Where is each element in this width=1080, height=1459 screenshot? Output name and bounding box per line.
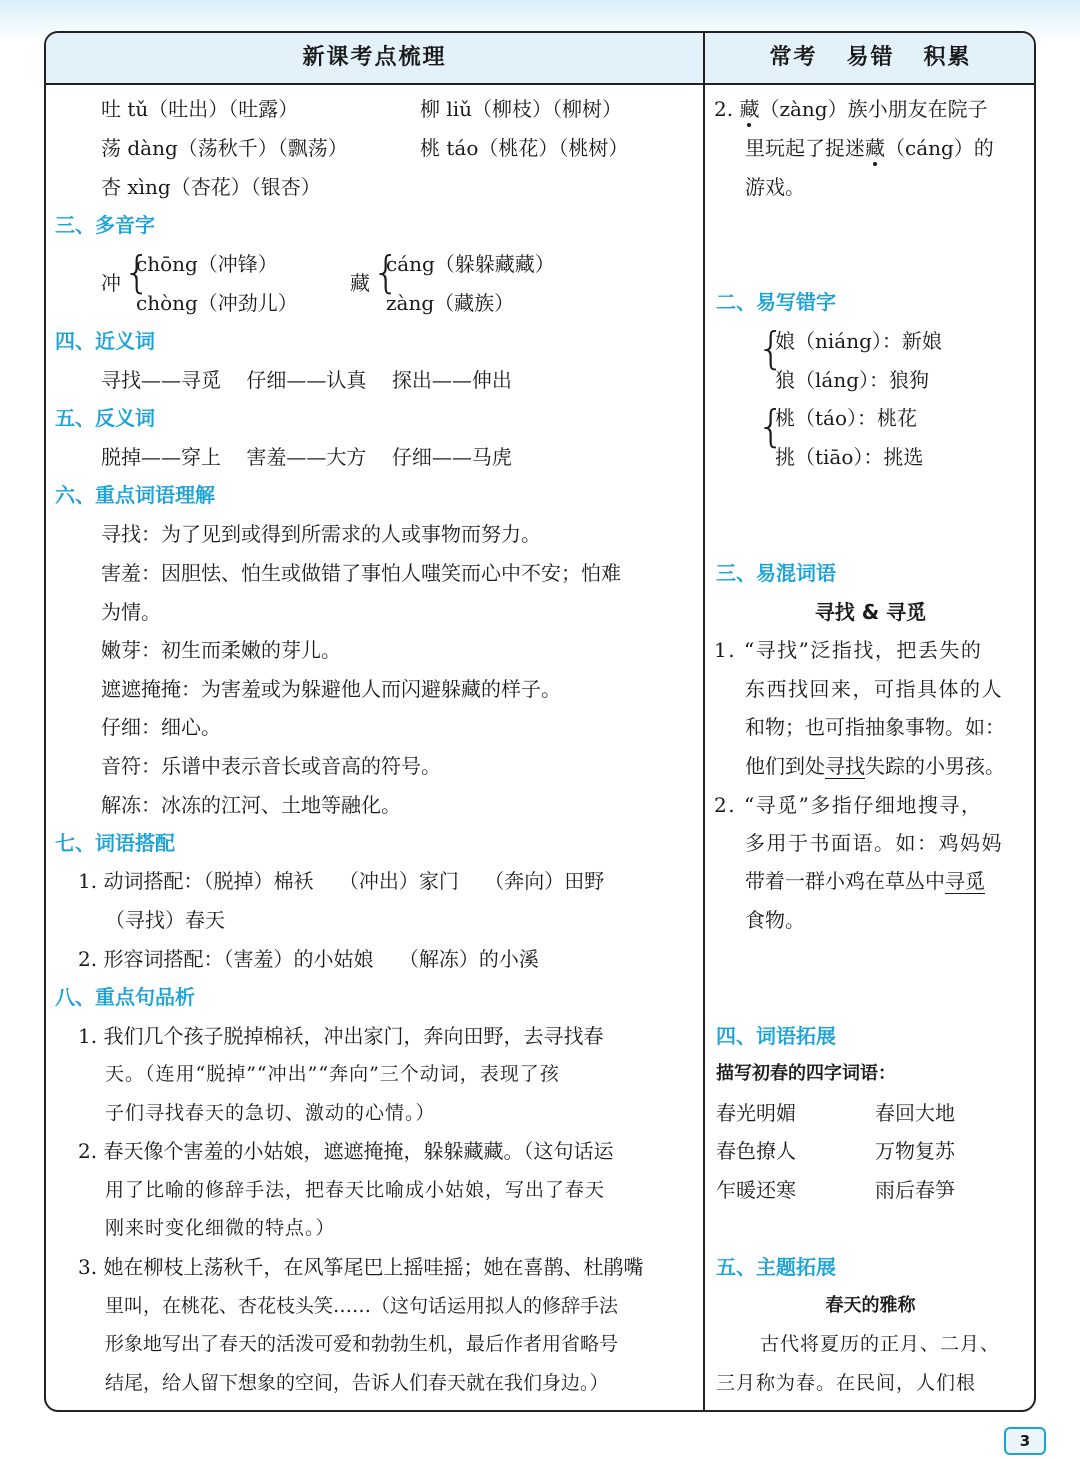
- example-text: 他们到处: [745, 754, 825, 778]
- example-text: 带着一群小鸡在草丛中: [745, 869, 945, 893]
- theme-subtitle: 春天的雅称: [825, 1295, 916, 1316]
- underlined-word: 寻觅: [945, 869, 985, 893]
- right-item-2-line-3: 游戏。: [745, 175, 805, 199]
- brace-icon: {: [123, 247, 151, 298]
- collocation-line: 1. 动词搭配：（脱掉）棉袄 （冲出）家门 （奔向）田野: [78, 869, 605, 893]
- sentence-analysis-line: 结尾，给人留下想象的空间，告诉人们春天就在我们身边。）: [105, 1372, 609, 1394]
- section-title-polyphonic: 三、多音字: [55, 213, 155, 237]
- item-number: 2.: [714, 97, 740, 121]
- sentence-analysis-line: 形象地写出了春天的活泼可爱和勃勃生机，最后作者用省略号: [105, 1333, 619, 1355]
- polyphone-chong-2: chòng（冲劲儿）: [136, 291, 298, 315]
- confusing-words-line: [745, 868, 985, 894]
- panel-header: [46, 33, 1034, 85]
- section-title-synonyms: 四、近义词: [55, 329, 155, 353]
- polyphone-cang-1: cáng（躲躲藏藏）: [386, 252, 555, 276]
- section-title-sentence-analysis: 八、重点句品析: [55, 985, 195, 1009]
- brace-icon: {: [757, 401, 785, 452]
- wrong-char-line: 桃（táo）：桃花: [775, 406, 918, 430]
- item-text: （cáng）的: [885, 136, 994, 160]
- dotted-char: 藏: [865, 136, 885, 160]
- idiom-word: 雨后春笋: [875, 1178, 955, 1202]
- word-expansion-subtitle: 描写初春的四字词语：: [716, 1063, 896, 1084]
- section-title-key-words: 六、重点词语理解: [55, 483, 215, 507]
- brace-icon: {: [372, 247, 400, 298]
- idiom-word: 乍暖还寒: [716, 1178, 796, 1202]
- confusing-words-line: 和物；也可指抽象事物。如：: [745, 715, 1005, 739]
- sentence-analysis-line: 天。（连用“脱掉”“冲出”“奔向”三个动词，表现了孩: [105, 1063, 560, 1085]
- content-panel: [44, 31, 1036, 1412]
- idiom-word: 春色撩人: [716, 1139, 796, 1163]
- left-header-title: 新课考点梳理: [302, 45, 447, 70]
- confusing-words-line: 1. “寻找”泛指找，把丢失的: [714, 638, 983, 662]
- pron-row-3-a: 杏 xìng（杏花）（银杏）: [101, 175, 321, 199]
- theme-text-line: 古代将夏历的正月、二月、: [760, 1333, 1001, 1355]
- polyphone-char-cang: 藏: [350, 271, 370, 295]
- idiom-word: 春回大地: [875, 1101, 955, 1125]
- section-title-word-expansion: 四、词语拓展: [716, 1024, 836, 1048]
- sentence-analysis-line: 3. 她在柳枝上荡秋千，在风筝尾巴上摇哇摇；她在喜鹊、杜鹃嘴: [78, 1255, 644, 1279]
- wrong-char-line: 娘（niáng）：新娘: [775, 329, 942, 353]
- word-def-line: 音符：乐谱中表示音长或音高的符号。: [101, 754, 441, 778]
- confusing-words-line: [745, 753, 1005, 779]
- word-def-line: 害羞：因胆怯、怕生或做错了事怕人嗤笑而心中不安；怕难: [101, 561, 621, 585]
- word-def-line: 寻找：为了见到或得到所需求的人或事物而努力。: [101, 522, 541, 546]
- word-def-line: 嫩芽：初生而柔嫩的芽儿。: [101, 638, 341, 662]
- right-header-title: 常考 易错 积累: [769, 45, 972, 70]
- antonyms-line: 脱掉——穿上 害羞——大方 仔细——马虎: [101, 445, 512, 469]
- section-title-antonyms: 五、反义词: [55, 406, 155, 430]
- polyphone-char-chong: 冲: [101, 271, 121, 295]
- pron-row-2-a: 荡 dàng（荡秋千）（飘荡）: [101, 136, 348, 160]
- theme-text-line: 三月称为春。在民间，人们根: [716, 1372, 977, 1394]
- sentence-analysis-line: 1. 我们几个孩子脱掉棉袄，冲出家门，奔向田野，去寻找春: [78, 1024, 604, 1048]
- sentence-analysis-line: 用了比喻的修辞手法，把春天比喻成小姑娘，写出了春天: [105, 1179, 606, 1201]
- sentence-analysis-line: 子们寻找春天的急切、激动的心情。）: [105, 1102, 436, 1124]
- item-text: 里玩起了捉迷: [745, 136, 865, 160]
- confusing-words-line: 食物。: [745, 908, 805, 932]
- example-text: 失踪的小男孩。: [865, 754, 1005, 778]
- brace-icon: {: [757, 323, 785, 374]
- synonyms-line: 寻找——寻觅 仔细——认真 探出——伸出: [101, 368, 512, 392]
- confusing-words-line: 2. “寻觅”多指仔细地搜寻，: [714, 793, 983, 817]
- confusing-words-line: 东西找回来，可指具体的人: [745, 677, 1003, 701]
- section-title-theme-expansion: 五、主题拓展: [716, 1255, 836, 1279]
- underlined-word: 寻找: [825, 754, 865, 778]
- polyphone-chong-1: chōng（冲锋）: [136, 252, 278, 276]
- pron-row-1-b: 柳 liǔ（柳枝）（柳树）: [420, 97, 623, 121]
- confusing-words-line: 多用于书面语。如：鸡妈妈: [745, 831, 1003, 855]
- right-item-2-line-2: [745, 135, 994, 161]
- word-def-line: 为情。: [101, 600, 161, 624]
- idiom-word: 万物复苏: [875, 1139, 955, 1163]
- idiom-word: 春光明媚: [716, 1101, 796, 1125]
- collocation-line: 2. 形容词搭配：（害羞）的小姑娘 （解冻）的小溪: [78, 947, 539, 971]
- section-title-easy-wrong-chars: 二、易写错字: [716, 290, 836, 314]
- page-number: 3: [1004, 1427, 1046, 1455]
- sentence-analysis-line: 里叫，在桃花、杏花枝头笑……（这句话运用拟人的修辞手法: [105, 1295, 619, 1317]
- collocation-line: （寻找）春天: [105, 908, 225, 932]
- wrong-char-line: 狼（láng）：狼狗: [775, 368, 930, 392]
- word-def-line: 遮遮掩掩：为害羞或为躲避他人而闪避躲藏的样子。: [101, 677, 561, 701]
- word-def-line: 仔细：细心。: [101, 715, 221, 739]
- right-item-2-line-1: [714, 96, 988, 122]
- section-title-collocation: 七、词语搭配: [55, 831, 175, 855]
- word-def-line: 解冻：冰冻的江河、土地等融化。: [101, 793, 401, 817]
- pron-row-1-a: 吐 tǔ（吐出）（吐露）: [101, 97, 299, 121]
- column-divider: [703, 33, 705, 1410]
- sentence-analysis-line: 2. 春天像个害羞的小姑娘，遮遮掩掩，躲躲藏藏。（这句话运: [78, 1139, 614, 1163]
- wrong-char-line: 挑（tiāo）：挑选: [775, 445, 924, 469]
- section-title-confusing-words: 三、易混词语: [716, 561, 836, 585]
- pron-row-2-b: 桃 táo（桃花）（桃树）: [420, 136, 629, 160]
- item-text: （zàng）族小朋友在院子: [759, 97, 988, 121]
- sentence-analysis-line: 刚来时变化细微的特点。）: [105, 1217, 336, 1239]
- polyphone-cang-2: zàng（藏族）: [386, 291, 515, 315]
- confusing-words-subtitle: 寻找 & 寻觅: [814, 600, 927, 624]
- dotted-char: 藏: [739, 97, 760, 121]
